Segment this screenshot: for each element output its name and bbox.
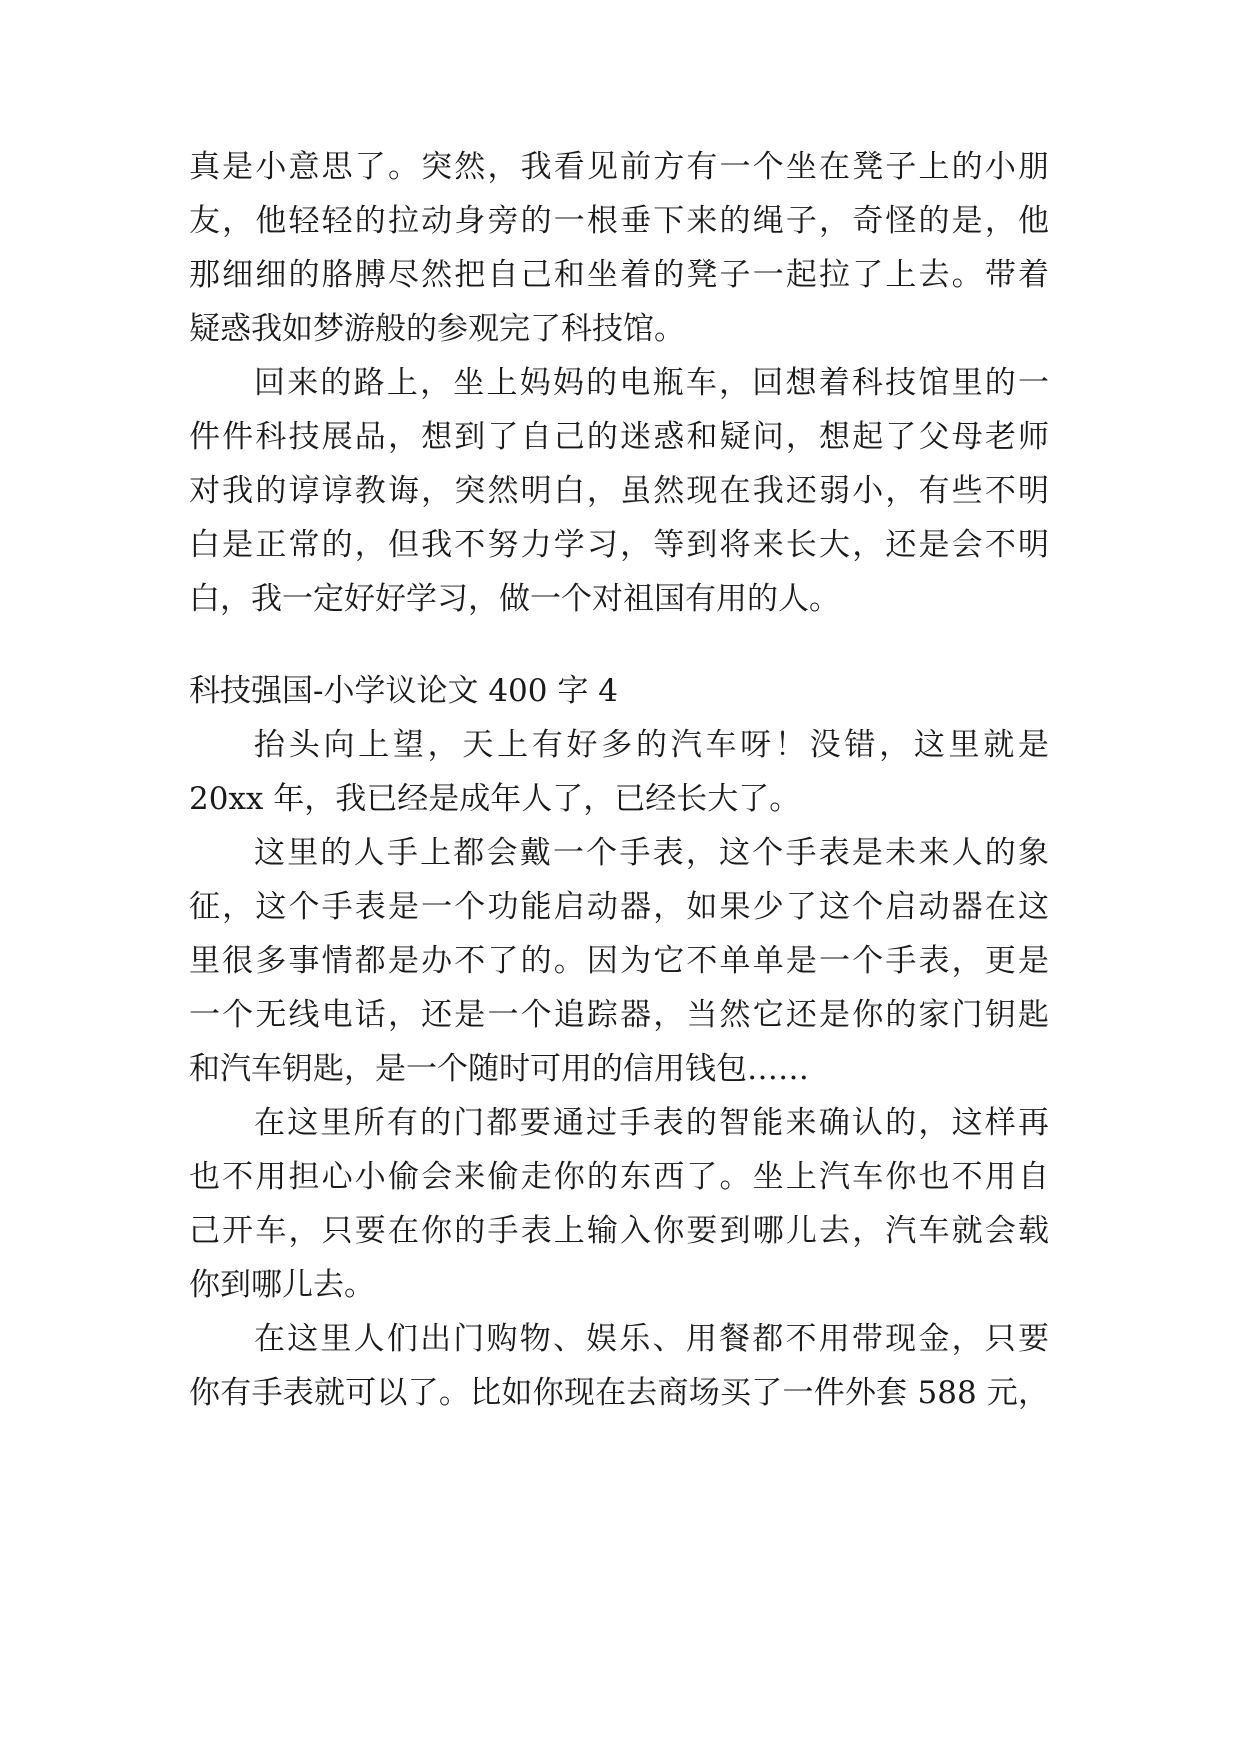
- text-line: 在这里所有的门都要通过手表的智能来确认的，这样再: [254, 1105, 1049, 1141]
- text-line: 你有手表就可以了。比如你现在去商场买了一件外套 588 元，: [189, 1375, 1049, 1411]
- text-line: 白，我一定好好学习，做一个对祖国有用的人。: [189, 581, 840, 617]
- section-heading: 科技强国-小学议论文 400 字 4: [189, 673, 618, 709]
- text-line: 对我的谆谆教诲，突然明白，虽然现在我还弱小，有些不明: [189, 473, 1049, 509]
- text-line: 你到哪儿去。: [189, 1267, 375, 1303]
- text-line: 20xx 年，我已经是成年人了，已经长大了。: [189, 781, 801, 817]
- text-line: 回来的路上，坐上妈妈的电瓶车，回想着科技馆里的一: [254, 365, 1049, 401]
- text-line: 和汽车钥匙，是一个随时可用的信用钱包……: [189, 1051, 809, 1087]
- text-line: 这里的人手上都会戴一个手表，这个手表是未来人的象: [254, 835, 1049, 871]
- text-line: 疑惑我如梦游般的参观完了科技馆。: [189, 311, 685, 347]
- text-line: 己开车，只要在你的手表上输入你要到哪儿去，汽车就会载: [189, 1213, 1049, 1249]
- text-line: 在这里人们出门购物、娱乐、用餐都不用带现金，只要: [254, 1321, 1049, 1357]
- text-line: 那细细的胳膊尽然把自己和坐着的凳子一起拉了上去。带着: [189, 257, 1049, 293]
- text-line: 里很多事情都是办不了的。因为它不单单是一个手表，更是: [189, 943, 1049, 979]
- text-line: 件件科技展品，想到了自己的迷惑和疑问，想起了父母老师: [189, 419, 1049, 455]
- text-line: 真是小意思了。突然，我看见前方有一个坐在凳子上的小朋: [189, 149, 1049, 185]
- text-line: 白是正常的，但我不努力学习，等到将来长大，还是会不明: [189, 527, 1049, 563]
- text-line: 征，这个手表是一个功能启动器，如果少了这个启动器在这: [189, 889, 1049, 925]
- text-line: 友，他轻轻的拉动身旁的一根垂下来的绳子，奇怪的是，他: [189, 203, 1049, 239]
- text-line: 也不用担心小偷会来偷走你的东西了。坐上汽车你也不用自: [189, 1159, 1049, 1195]
- text-line: 抬头向上望，天上有好多的汽车呀！没错，这里就是: [254, 727, 1049, 763]
- text-line: 一个无线电话，还是一个追踪器，当然它还是你的家门钥匙: [189, 997, 1049, 1033]
